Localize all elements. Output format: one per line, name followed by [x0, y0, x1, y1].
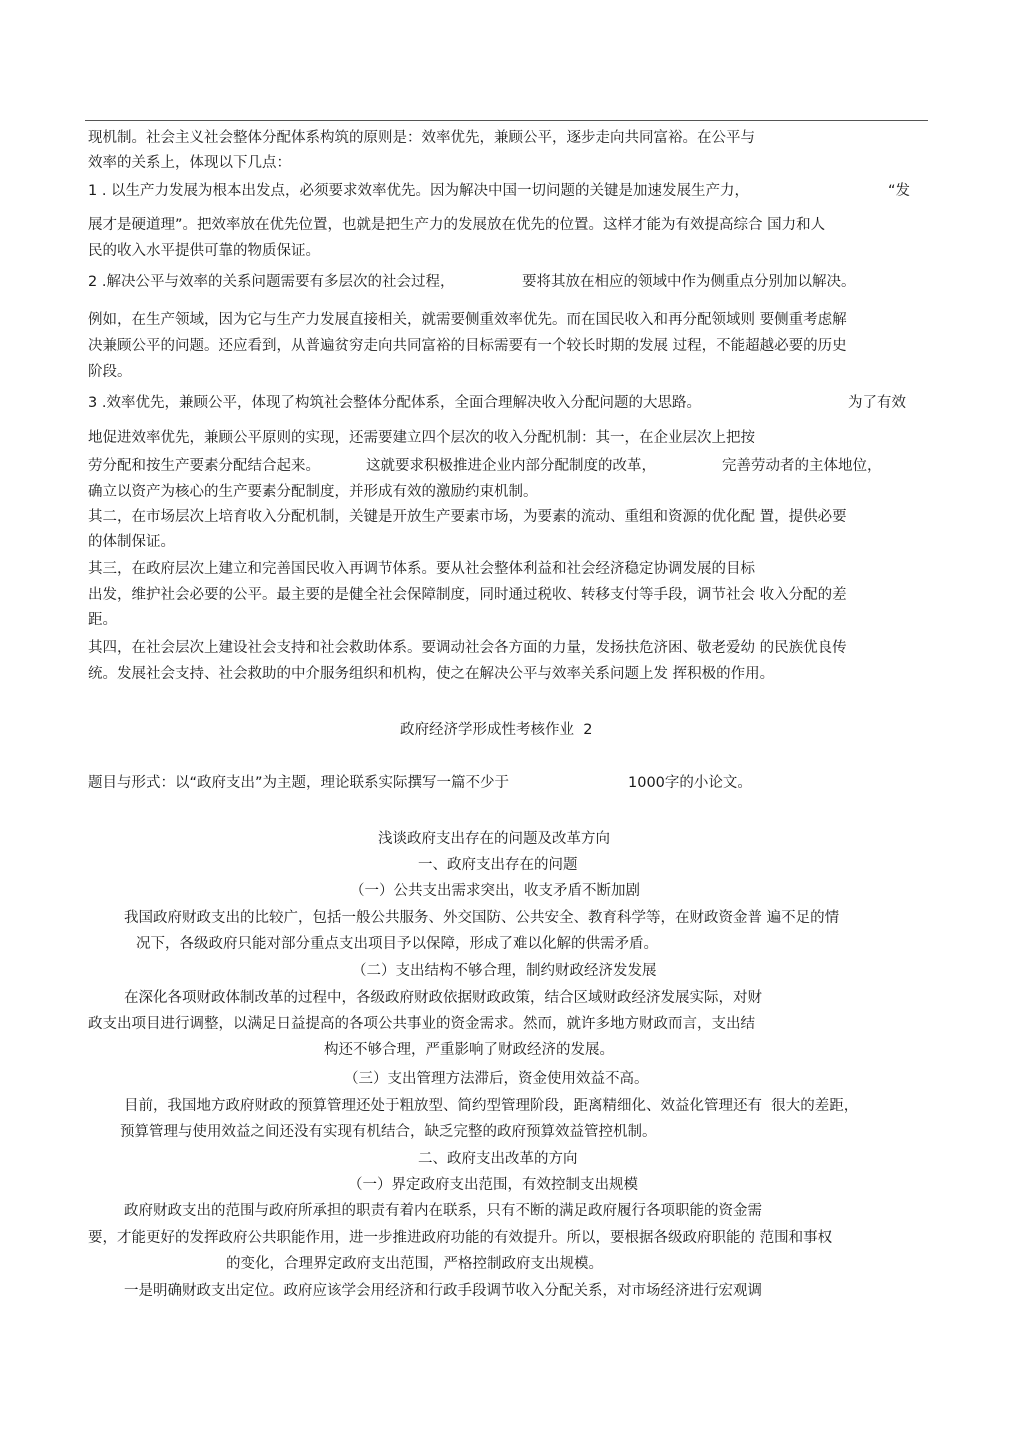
text-line: 民的收入水平提供可靠的物质保证。: [88, 243, 320, 259]
assignment-title: 政府经济学形成性考核作业 2: [400, 722, 593, 738]
text-line: 距。: [88, 612, 117, 628]
section-heading: 二、政府支出改革的方向: [418, 1151, 578, 1167]
section-heading: 一、政府支出存在的问题: [418, 857, 578, 873]
header-rule: [85, 120, 928, 121]
text-line: 确立以资产为核心的生产要素分配制度，并形成有效的激励约束机制。: [88, 484, 538, 500]
text-line: 况下，各级政府只能对部分重点支出项目予以保障，形成了难以化解的供需矛盾。: [136, 936, 658, 952]
subsection-heading: （一）界定政府支出范围，有效控制支出规模: [348, 1177, 638, 1193]
text-line: 一是明确财政支出定位。政府应该学会用经济和行政手段调节收入分配关系，对市场经济进行宏观调: [124, 1283, 762, 1299]
subsection-heading: （三）支出管理方法滞后，资金使用效益不高。: [344, 1071, 649, 1087]
text-line: 劳分配和按生产要素分配结合起来。: [88, 458, 320, 474]
text-line: 目前，我国地方政府财政的预算管理还处于粗放型、简约型管理阶段，距离精细化、效益化管理还有 很大的差距，: [124, 1098, 859, 1114]
text-line: 在深化各项财政体制改革的过程中，各级政府财政依据财政政策，结合区域财政经济发展实际，对财: [124, 990, 762, 1006]
text-line: 效率的关系上，体现以下几点：: [88, 155, 291, 171]
text-line: 其二，在市场层次上培育收入分配机制，关键是开放生产要素市场，为要素的流动、重组和资源的优化配 置，提供必要: [88, 509, 847, 525]
text-line: 阶段。: [88, 364, 132, 380]
text-line: 3 .效率优先，兼顾公平，体现了构筑社会整体分配体系，全面合理解决收入分配问题的大思路。: [88, 395, 701, 411]
text-line: 其四，在社会层次上建设社会支持和社会救助体系。要调动社会各方面的力量，发扬扶危济困、敬老爱幼 的民族优良传: [88, 640, 847, 656]
text-line: 现机制。社会主义社会整体分配体系构筑的原则是：效率优先，兼顾公平，逐步走向共同富裕。在公平与: [88, 130, 755, 146]
text-line: 的体制保证。: [88, 534, 175, 550]
text-line: 的变化，合理界定政府支出范围，严格控制政府支出规模。: [226, 1256, 603, 1272]
text-line: 统。发展社会支持、社会救助的中介服务组织和机构，使之在解决公平与效率关系问题上发 挥积极的作用。: [88, 666, 775, 682]
text-line: 为了有效: [848, 395, 906, 411]
essay-title: 浅谈政府支出存在的问题及改革方向: [378, 831, 610, 847]
text-line: 展才是硬道理”。把效率放在优先位置，也就是把生产力的发展放在优先的位置。这样才能为有效提高综合 国力和人: [88, 217, 826, 233]
subsection-heading: （一）公共支出需求突出，收支矛盾不断加剧: [350, 883, 640, 899]
text-line: 1000字的小论文。: [628, 775, 752, 791]
text-line: 要，才能更好的发挥政府公共职能作用，进一步推进政府功能的有效提升。所以，要根据各级政府职能的 范围和事权: [88, 1230, 833, 1246]
text-line: 2 .解决公平与效率的关系问题需要有多层次的社会过程，: [88, 274, 455, 290]
text-line: 例如，在生产领域，因为它与生产力发展直接相关，就需要侧重效率优先。而在国民收入和再分配领域则 要侧重考虑解: [88, 312, 847, 328]
text-line: 构还不够合理，严重影响了财政经济的发展。: [324, 1042, 614, 1058]
text-line: “发: [888, 183, 911, 199]
text-line: 我国政府财政支出的比较广，包括一般公共服务、外交国防、公共安全、教育科学等，在财政资金普 遍不足的情: [124, 910, 840, 926]
text-line: 题目与形式：以“政府支出”为主题，理论联系实际撰写一篇不少于: [88, 775, 510, 791]
text-line: 决兼顾公平的问题。还应看到，从普遍贫穷走向共同富裕的目标需要有一个较长时期的发展 过程，不能超越必要的历史: [88, 338, 847, 354]
text-line: 预算管理与使用效益之间还没有实现有机结合，缺乏完整的政府预算效益管控机制。: [120, 1124, 657, 1140]
text-line: 要将其放在相应的领域中作为侧重点分别加以解决。: [522, 274, 856, 290]
text-line: 政府财政支出的范围与政府所承担的职责有着内在联系，只有不断的满足政府履行各项职能的资金需: [124, 1203, 762, 1219]
text-line: 完善劳动者的主体地位，: [722, 458, 882, 474]
text-line: 这就要求积极推进企业内部分配制度的改革，: [366, 458, 656, 474]
text-line: 出发，维护社会必要的公平。最主要的是健全社会保障制度，同时通过税收、转移支付等手段，调节社会 收入分配的差: [88, 587, 847, 603]
text-line: 其三，在政府层次上建立和完善国民收入再调节体系。要从社会整体利益和社会经济稳定协调发展的目标: [88, 561, 755, 577]
subsection-heading: （二）支出结构不够合理，制约财政经济发发展: [352, 963, 657, 979]
text-line: 政支出项目进行调整，以满足日益提高的各项公共事业的资金需求。然而，就许多地方财政而言，支出结: [88, 1016, 755, 1032]
text-line: 1 . 以生产力发展为根本出发点，必须要求效率优先。因为解决中国一切问题的关键是加速发展生产力，: [88, 183, 750, 199]
text-line: 地促进效率优先，兼顾公平原则的实现，还需要建立四个层次的收入分配机制：其一，在企业层次上把按: [88, 430, 755, 446]
